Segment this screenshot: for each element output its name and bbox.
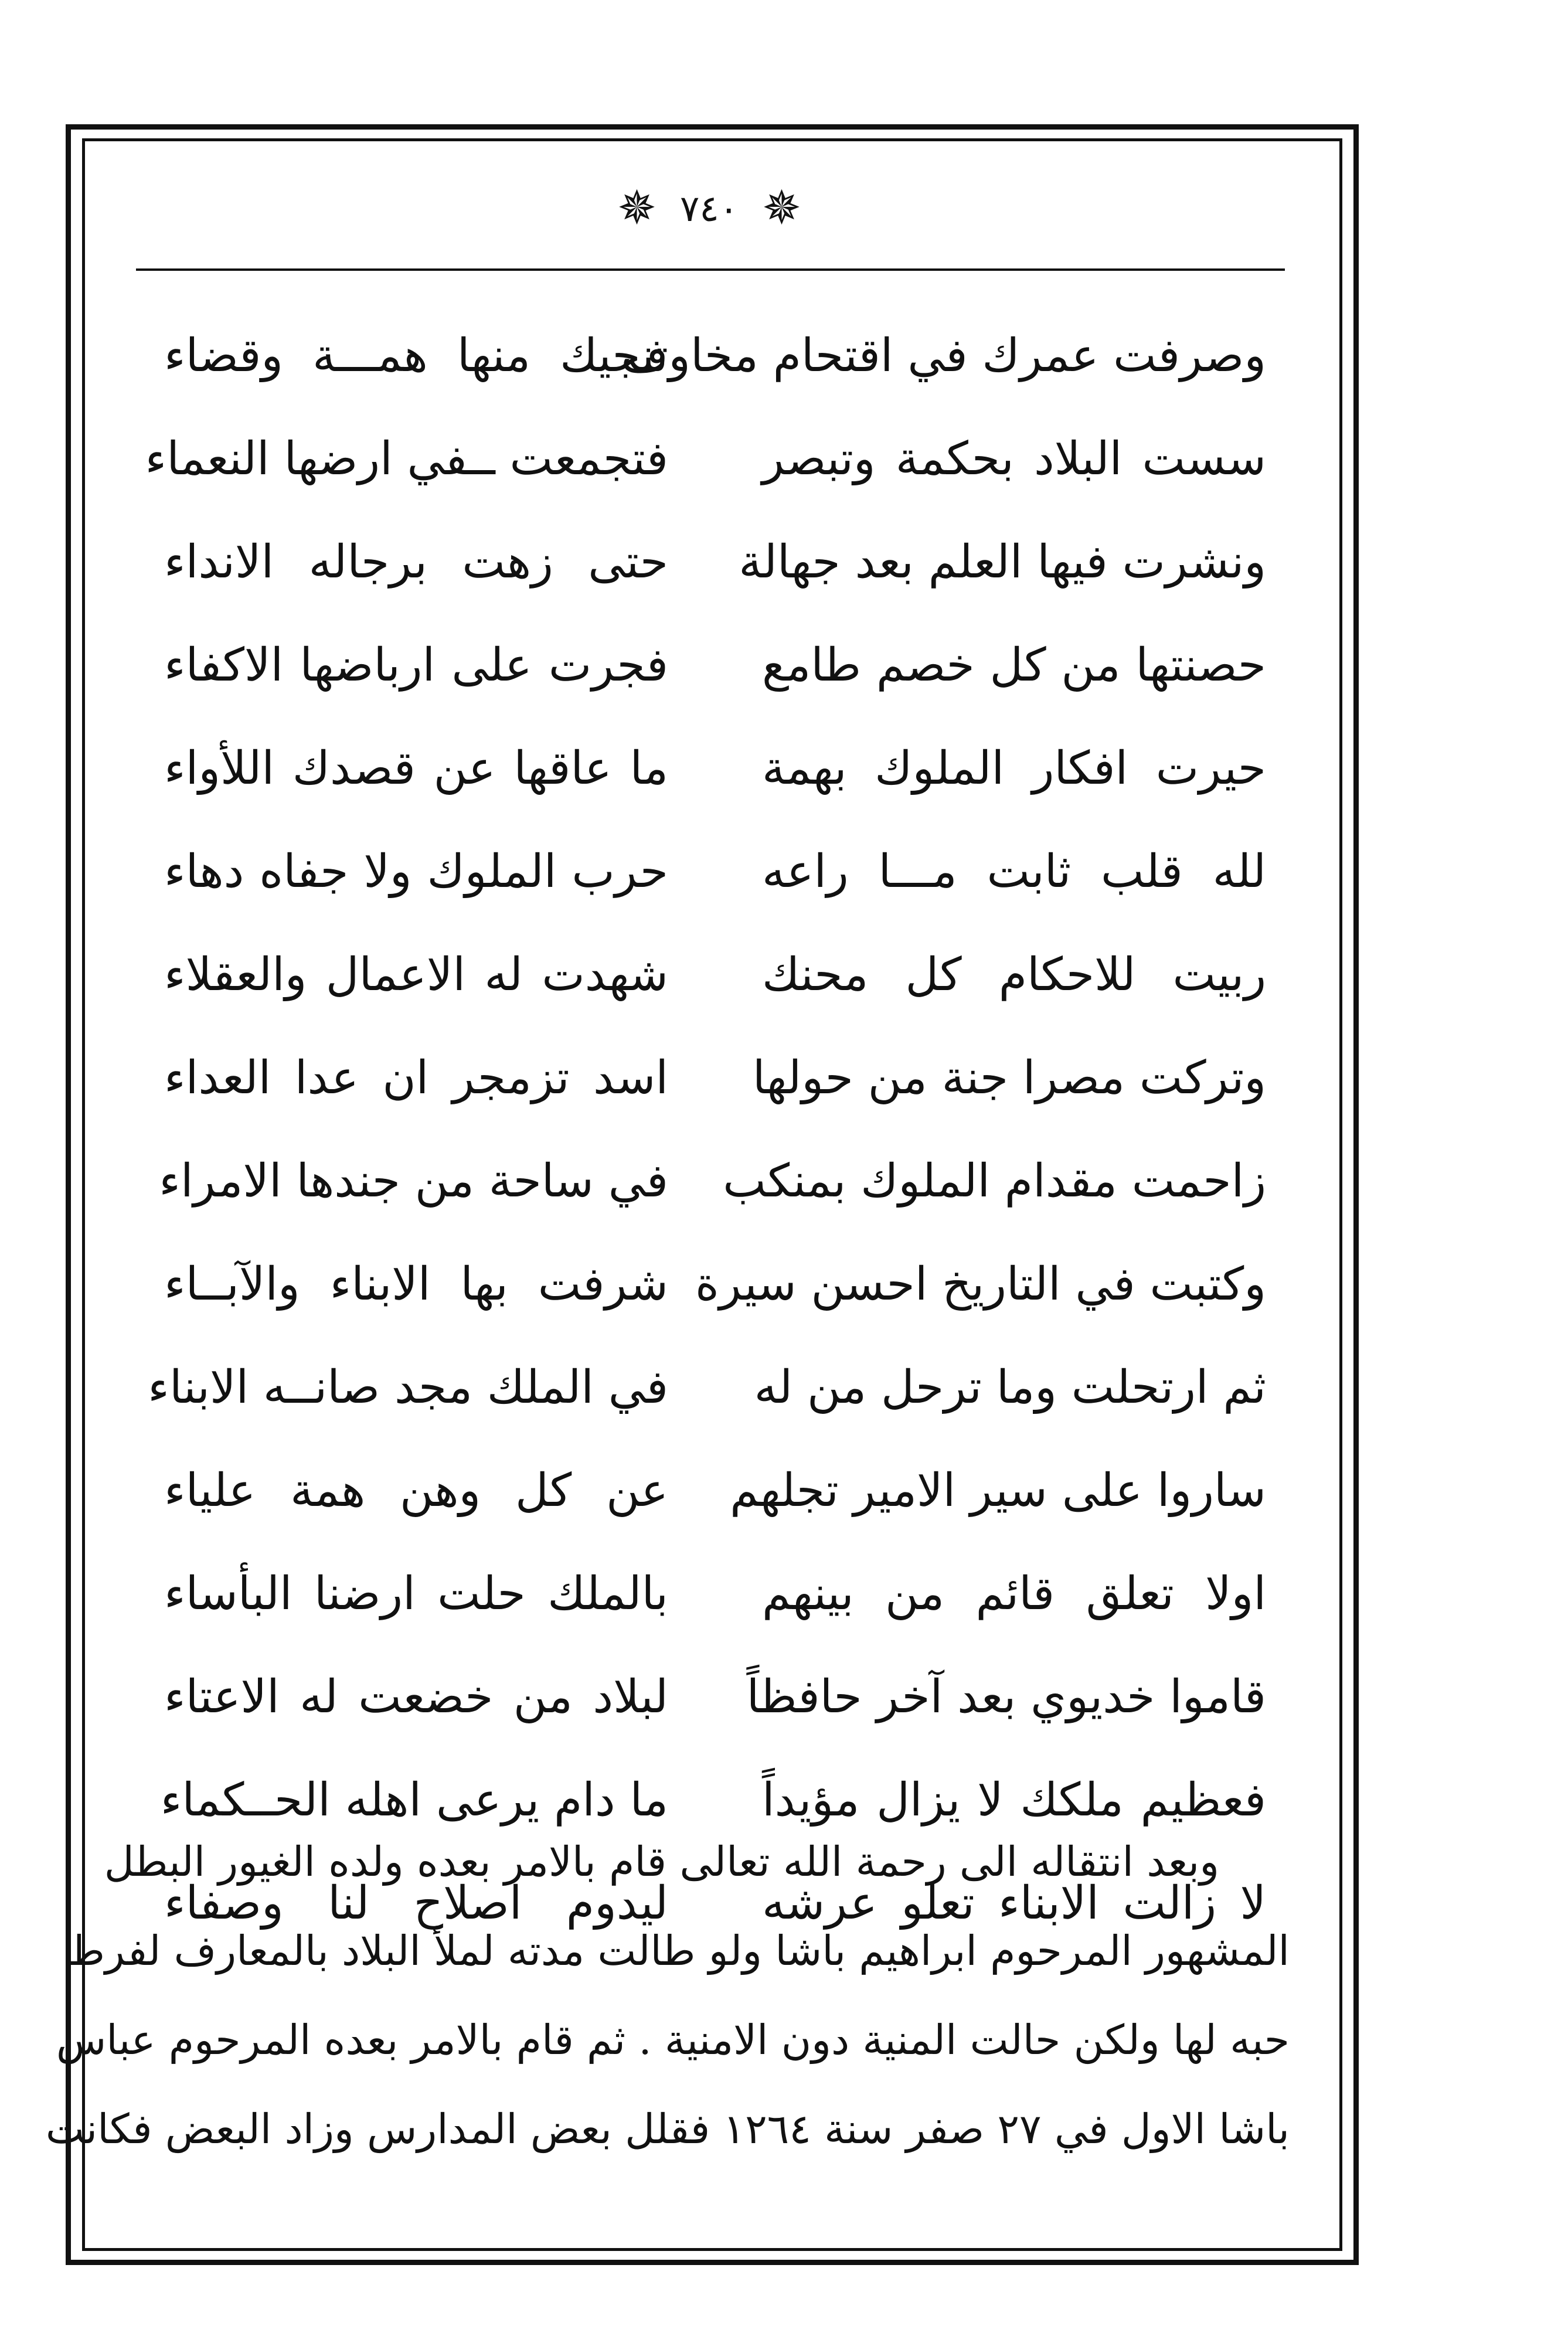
- prose-line: [104, 1817, 1290, 1906]
- verse-line: [164, 821, 1266, 924]
- prose-line: [45, 2084, 1290, 2174]
- verse-line: [164, 1027, 1266, 1130]
- verse-line: [164, 614, 1266, 717]
- verse-first-hemistich: سست البلاد بحكمة وتبصر: [762, 433, 1266, 486]
- verse-first-hemistich: وكتبت في التاريخ احسن سيرة: [695, 1258, 1266, 1311]
- verse-second-hemistich: ما دام يرعى اهله الحــكماء: [160, 1774, 668, 1827]
- verse-second-hemistich: في الملك مجد صانــه الابناء: [148, 1361, 668, 1414]
- verse-second-hemistich: حرب الملوك ولا جفاه دهاء: [164, 845, 668, 899]
- verse-second-hemistich: حتى زهت برجاله الانداء: [164, 536, 668, 589]
- verse-second-hemistich: اسد تزمجر ان عدا العداء: [164, 1052, 668, 1105]
- verse-second-hemistich: ما عاقها عن قصدك اللأواء: [164, 742, 668, 795]
- verse-line: [164, 1543, 1266, 1646]
- page-number: ٧٤٠: [680, 186, 739, 230]
- verse-line: [164, 924, 1266, 1027]
- verse-first-hemistich: فعظيم ملكك لا يزال مؤيداً: [762, 1774, 1266, 1827]
- verse-first-hemistich: ثم ارتحلت وما ترحل من له: [754, 1361, 1266, 1414]
- header-rule: [136, 268, 1285, 271]
- verse-second-hemistich: عن كل وهن همة علياء: [164, 1464, 668, 1518]
- verse-first-hemistich: وصرفت عمرك في اقتحام مخاوف: [621, 329, 1266, 383]
- verse-line: [148, 1337, 1266, 1440]
- star-ornament-icon: ✵: [761, 181, 801, 235]
- prose-line: [56, 1995, 1290, 2084]
- verse-line: [145, 408, 1266, 511]
- verse-first-hemistich: ربيت للاحكام كل محنك: [762, 948, 1266, 1002]
- prose-line-text: وبعد انتقاله الى رحمة الله تعالى قام بالامر بعده ولده الغيور البطل: [104, 1838, 1219, 1886]
- star-ornament-icon: ✵: [617, 181, 657, 235]
- verse-first-hemistich: قاموا خديوي بعد آخر حافظاً: [746, 1671, 1266, 1724]
- verse-first-hemistich: ساروا على سير الامير تجلهم: [730, 1464, 1266, 1518]
- verse-line: [164, 1233, 1266, 1337]
- prose-line: [67, 1906, 1290, 1995]
- poem: [145, 305, 1266, 1956]
- verse-second-hemistich: فتجمعت ــفي ارضها النعماء: [145, 433, 668, 486]
- prose-line-text: حبه لها ولكن حالت المنية دون الامنية . ثم قام بالامر بعده المرحوم عباس: [56, 2016, 1290, 2064]
- prose-paragraph: [45, 1817, 1290, 2174]
- verse-second-hemistich: فجرت على ارباضها الاكفاء: [164, 639, 668, 692]
- verse-second-hemistich: لبلاد من خضعت له الاعتاء: [164, 1671, 668, 1724]
- prose-line-text: المشهور المرحوم ابراهيم باشا ولو طالت مدته لملأ البلاد بالمعارف لفرط: [67, 1927, 1290, 1975]
- verse-first-hemistich: حصنتها من كل خصم طامع: [762, 639, 1266, 692]
- page-header: [135, 164, 1284, 252]
- prose-line-text: باشا الاول في ٢٧ صفر سنة ١٢٦٤ فقلل بعض المدارس وزاد البعض فكانت: [45, 2105, 1290, 2153]
- verse-second-hemistich: تنجيك منها همـــة وقضاء: [164, 329, 668, 383]
- verse-line: [164, 511, 1266, 614]
- verse-line: [164, 1646, 1266, 1749]
- verse-second-hemistich: شهدت له الاعمال والعقلاء: [164, 948, 668, 1002]
- verse-line: [159, 1130, 1266, 1233]
- verse-first-hemistich: وتركت مصرا جنة من حولها: [752, 1052, 1266, 1105]
- verse-first-hemistich: اولا تعلق قائم من بينهم: [762, 1567, 1266, 1621]
- verse-second-hemistich: بالملك حلت ارضنا البأساء: [164, 1567, 668, 1621]
- verse-first-hemistich: لا زالت الابناء تعلو عرشه: [762, 1877, 1266, 1930]
- verse-second-hemistich: ليدوم اصلاح لنا وصفاء: [164, 1877, 668, 1930]
- verse-second-hemistich: في ساحة من جندها الامراء: [159, 1155, 668, 1208]
- verse-first-hemistich: حيرت افكار الملوك بهمة: [762, 742, 1266, 795]
- verse-line: [164, 717, 1266, 821]
- verse-line: [164, 1440, 1266, 1543]
- verse-first-hemistich: زاحمت مقدام الملوك بمنكب: [723, 1155, 1266, 1208]
- verse-first-hemistich: لله قلب ثابت مـــا راعه: [762, 845, 1266, 899]
- verse-line: [164, 305, 1266, 408]
- verse-second-hemistich: شرفت بها الابناء والآبــاء: [164, 1258, 668, 1311]
- verse-first-hemistich: ونشرت فيها العلم بعد جهالة: [739, 536, 1266, 589]
